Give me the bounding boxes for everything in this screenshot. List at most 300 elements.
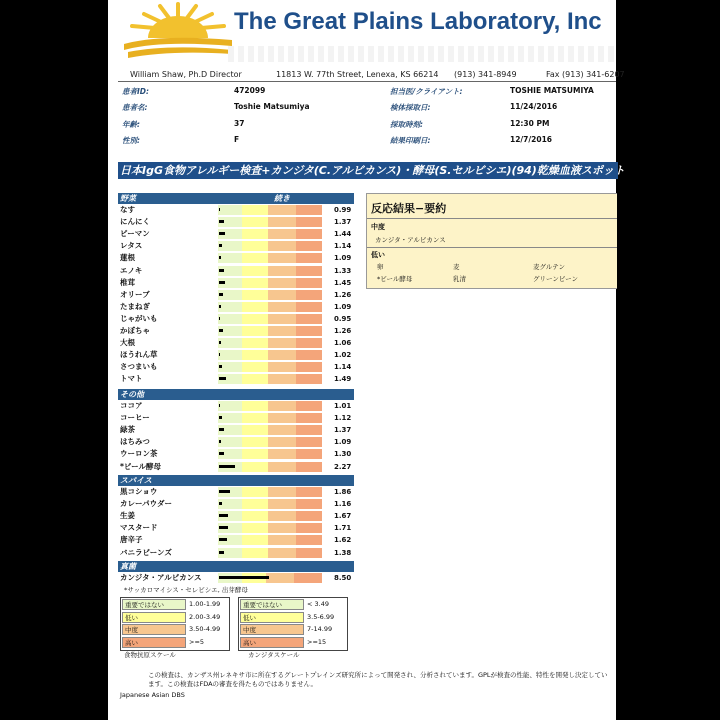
reaction-value: 1.09 [334, 302, 352, 311]
food-name: さつまいも [120, 362, 158, 372]
scale-band [242, 326, 268, 336]
scale-band [242, 217, 268, 227]
reaction-summary [366, 193, 617, 289]
collected-date-value: 11/24/2016 [510, 102, 558, 111]
low-item: 麦グルテン [533, 263, 565, 271]
scale-band [268, 350, 296, 360]
patient-id-value: 472099 [234, 86, 266, 95]
food-name: バニラビーンズ [120, 547, 172, 557]
reaction-value: 0.95 [334, 314, 352, 323]
reaction-scale [218, 217, 322, 227]
reaction-value: 1.67 [334, 512, 352, 521]
result-row [118, 486, 354, 498]
scale-band [268, 437, 296, 447]
doctor-label: 担当医/クライアント: [390, 87, 463, 96]
low-item: グリーンビーン [533, 275, 578, 283]
reaction-bar [219, 329, 223, 332]
low-item: *ビール酵母 [377, 275, 413, 283]
scale-band [268, 217, 296, 227]
food-name: 黒コショウ [120, 487, 158, 496]
section-subtitle: 続き [274, 194, 290, 203]
result-row [118, 572, 354, 584]
reaction-bar [219, 341, 221, 344]
food-name: *ビール酵母 [120, 461, 161, 471]
result-row [118, 522, 354, 534]
scale-band [296, 401, 322, 411]
reaction-bar [219, 452, 224, 455]
reaction-bar [219, 317, 220, 320]
section-title: その他 [120, 390, 144, 399]
reaction-scale [218, 374, 322, 384]
lab-name: The Great Plains Laboratory, Inc [234, 8, 602, 35]
reaction-bar [219, 440, 221, 443]
food-name: マスタード [120, 523, 158, 533]
section-header [118, 475, 354, 486]
scale-band [268, 511, 296, 521]
scale-band [296, 425, 322, 435]
legend-range: 1.00-1.99 [189, 600, 221, 608]
result-row [118, 349, 354, 361]
food-name: なす [120, 205, 135, 214]
scale-band [242, 290, 268, 300]
scale-band [242, 266, 268, 276]
scale-band [242, 302, 268, 312]
reaction-bar [219, 353, 220, 356]
legend-level: 低い [240, 612, 304, 623]
scale-band [296, 362, 322, 372]
scale-band [242, 499, 268, 509]
scale-band [268, 241, 296, 251]
scale-band [296, 449, 322, 459]
result-row [118, 436, 354, 448]
section-header [118, 561, 354, 572]
age-value: 37 [234, 119, 245, 128]
reaction-value: 1.44 [334, 230, 352, 239]
reaction-scale [218, 229, 322, 239]
scale-band [268, 462, 296, 472]
scale-band [242, 437, 268, 447]
reaction-value: 1.26 [334, 290, 352, 299]
scale-band [242, 413, 268, 423]
reaction-bar [219, 305, 221, 308]
food-name: カレーパウダー [120, 499, 173, 509]
report-title: 日本IgG食物アレルギー検査+カンジタ(C.アルビカンス)・酵母(S.セルビシエ)(94)乾燥血液スポット [120, 164, 625, 177]
reaction-scale [218, 487, 322, 497]
reaction-value: 8.50 [334, 574, 352, 582]
reaction-value: 1.33 [334, 266, 352, 275]
low-item: 卵 [377, 263, 384, 271]
reaction-bar [219, 232, 225, 235]
reaction-scale [218, 499, 322, 509]
result-row [118, 313, 354, 325]
scale-band [268, 548, 296, 558]
result-row [118, 204, 354, 216]
scale-band [218, 350, 242, 360]
food-name: ココア [120, 401, 143, 410]
legend-range: >=15 [307, 637, 327, 646]
director: William Shaw, Ph.D Director [130, 70, 242, 79]
legend-range: 7-14.99 [307, 625, 333, 633]
food-name: レタス [120, 241, 143, 251]
reaction-scale [218, 401, 322, 411]
reaction-value: 1.26 [334, 327, 352, 335]
food-name: ウーロン茶 [120, 449, 158, 459]
result-row [118, 240, 354, 252]
scale-band [266, 573, 294, 583]
section-header [118, 193, 354, 204]
reaction-value: 1.14 [334, 363, 352, 372]
moderate-item: カンジタ・アルビカンス [375, 236, 446, 244]
scale-band [268, 487, 296, 497]
result-row [118, 547, 354, 559]
scale-band [268, 374, 296, 384]
scale-band [268, 401, 296, 411]
sun-logo-icon [120, 0, 236, 60]
scale-band [268, 523, 296, 533]
reaction-scale [218, 413, 322, 423]
scale-band [242, 523, 268, 533]
reaction-scale [218, 266, 322, 276]
sex-label: 性別: [122, 136, 140, 145]
reaction-bar [219, 526, 228, 529]
legend-range: >=5 [189, 637, 205, 646]
scale-band [242, 511, 268, 521]
reaction-bar [219, 377, 226, 380]
scale-band [268, 449, 296, 459]
reaction-value: 1.30 [334, 450, 352, 459]
scale-band [296, 462, 322, 472]
scale-band [218, 437, 242, 447]
section-title: 野菜 [120, 194, 136, 203]
reaction-scale [218, 437, 322, 447]
reaction-scale [218, 205, 322, 215]
section-title: スパイス [120, 476, 152, 485]
scale-band [242, 205, 268, 215]
patient-id-label: 患者ID: [122, 87, 150, 96]
reaction-scale [218, 314, 322, 324]
scale-band [242, 253, 268, 263]
scale-band [268, 302, 296, 312]
scale-band [294, 573, 322, 583]
reaction-value: 1.37 [334, 426, 352, 435]
scale-band [268, 205, 296, 215]
section-header [118, 389, 354, 400]
scale-band [242, 350, 268, 360]
reaction-scale [218, 302, 322, 312]
patient-name-value: Toshie Matsumiya [234, 102, 310, 111]
scale-band [242, 462, 268, 472]
scale-band [268, 362, 296, 372]
reaction-bar [219, 576, 269, 579]
patient-name-label: 患者名: [122, 103, 148, 112]
reaction-value: 1.14 [334, 242, 352, 251]
scale-band [242, 487, 268, 497]
scale-band [296, 266, 322, 276]
reaction-bar [219, 416, 222, 419]
result-row [118, 337, 354, 349]
food-name: 生姜 [120, 511, 135, 521]
sex-value: F [234, 135, 240, 144]
low-item: 乳清 [453, 275, 466, 283]
food-name: 緑茶 [120, 425, 135, 435]
scale-band [296, 314, 322, 324]
scale-band [218, 401, 242, 411]
reaction-scale [218, 425, 322, 435]
legend-range: 3.50-4.99 [189, 625, 221, 633]
food-name: 大根 [120, 338, 135, 348]
reaction-bar [219, 538, 227, 541]
reaction-bar [219, 256, 221, 259]
reaction-value: 1.16 [334, 500, 352, 509]
food-name: トマト [120, 374, 143, 384]
scale-band [296, 511, 322, 521]
scale-band [218, 205, 242, 215]
reaction-scale [218, 548, 322, 558]
scale-band [296, 350, 322, 360]
result-row [118, 448, 354, 460]
yeast-footnote: *サッカロマイシス・セレビシエ, 出芽酵母 [124, 586, 248, 594]
reaction-value: 1.09 [334, 438, 352, 447]
reaction-scale [218, 362, 322, 372]
legend-level: 重要ではない [240, 599, 304, 610]
collected-date-label: 検体採取日: [390, 103, 431, 112]
reaction-bar [219, 269, 224, 272]
result-row [118, 216, 354, 228]
legend-level: 中度 [122, 624, 186, 635]
scale-band [242, 374, 268, 384]
result-row [118, 252, 354, 264]
food-name: 蓮根 [120, 253, 135, 263]
legend-level: 高い [240, 637, 304, 648]
scale-band [242, 425, 268, 435]
result-row [118, 534, 354, 546]
reaction-value: 1.01 [334, 402, 352, 410]
scale-band [296, 290, 322, 300]
scale-band [268, 326, 296, 336]
food-antigen-scale-legend [120, 597, 230, 651]
reaction-bar [219, 514, 228, 517]
food-name: にんにく [120, 217, 150, 227]
reaction-bar [219, 551, 224, 554]
scale-band [242, 338, 268, 348]
reaction-bar [219, 244, 222, 247]
collection-time-label: 採取時刻: [390, 120, 423, 129]
scale-band [296, 338, 322, 348]
reaction-value: 0.99 [334, 206, 352, 214]
scale-band [268, 314, 296, 324]
reaction-scale [218, 523, 322, 533]
result-row [118, 361, 354, 373]
summary-title: 反応結果−要約 [371, 202, 447, 215]
reaction-bar [219, 404, 220, 407]
legend-level: 重要ではない [122, 599, 186, 610]
disclaimer-line-1: この検査は、カンザス州レネキサ市に所在するグレートプレインズ研究所によって開発され、分析されています。GPLが検査の性能、特性を開発し決定してい [148, 671, 608, 679]
scale-band [218, 302, 242, 312]
legend-range: 2.00-3.49 [189, 612, 221, 621]
scale-band [242, 449, 268, 459]
reaction-bar [219, 365, 222, 368]
food-name: かぼちゃ [120, 326, 150, 335]
legend-range: 3.5-6.99 [307, 612, 335, 621]
result-row [118, 277, 354, 289]
reaction-value: 1.49 [334, 375, 352, 384]
printed-date-label: 結果印刷日: [390, 136, 431, 145]
summary-divider [367, 218, 617, 219]
reaction-bar [219, 502, 222, 505]
reaction-value: 1.38 [334, 548, 352, 557]
scale-band [296, 302, 322, 312]
reaction-bar [219, 465, 235, 468]
address: 11813 W. 77th Street, Lenexa, KS 66214 [276, 70, 439, 79]
reaction-bar [219, 208, 220, 211]
reaction-bar [219, 293, 223, 296]
food-name: カンジタ・アルビカンス [120, 573, 202, 582]
candida-scale-caption: カンジタスケール [248, 651, 300, 659]
reaction-scale [218, 278, 322, 288]
reaction-value: 1.12 [334, 414, 352, 423]
low-label: 低い [371, 251, 385, 259]
reaction-bar [219, 428, 224, 431]
result-row [118, 400, 354, 412]
reaction-bar [219, 281, 225, 284]
scale-band [268, 229, 296, 239]
report-page [108, 0, 625, 720]
scale-band [296, 437, 322, 447]
scale-band [296, 326, 322, 336]
reaction-scale [218, 511, 322, 521]
scale-band [296, 548, 322, 558]
reaction-scale [218, 449, 322, 459]
reaction-value: 1.02 [334, 351, 352, 360]
scale-band [218, 314, 242, 324]
food-name: コーヒー [120, 413, 150, 423]
scale-band [296, 229, 322, 239]
food-name: じゃがいも [120, 313, 158, 323]
scale-band [242, 278, 268, 288]
scale-band [242, 535, 268, 545]
scale-band [268, 535, 296, 545]
food-name: エノキ [120, 265, 143, 275]
summary-divider [367, 247, 617, 248]
reaction-value: 1.09 [334, 254, 352, 263]
legend-level: 低い [122, 612, 186, 623]
scale-band [296, 205, 322, 215]
scale-band [296, 374, 322, 384]
reaction-value: 2.27 [334, 462, 352, 471]
food-name: 唐辛子 [120, 535, 143, 545]
doctor-value: TOSHIE MATSUMIYA [510, 86, 594, 95]
reaction-scale [218, 290, 322, 300]
legend-level: 中度 [240, 624, 304, 635]
header-divider [118, 81, 616, 82]
moderate-label: 中度 [371, 223, 385, 231]
legend-level: 高い [122, 637, 186, 648]
scale-band [268, 425, 296, 435]
result-row [118, 510, 354, 522]
scale-band [296, 523, 322, 533]
low-item: 麦 [453, 263, 460, 271]
fax: Fax (913) 341-6207 [546, 70, 625, 79]
food-name: 椎茸 [120, 277, 135, 287]
scale-band [242, 229, 268, 239]
reaction-value: 1.86 [334, 488, 352, 496]
scale-band [268, 413, 296, 423]
scale-band [296, 413, 322, 423]
result-row [118, 301, 354, 313]
reaction-value: 1.06 [334, 339, 352, 348]
age-label: 年齢: [122, 120, 140, 129]
scale-band [242, 314, 268, 324]
logo-shadow-band [228, 46, 616, 62]
scale-band [268, 338, 296, 348]
reaction-scale [218, 253, 322, 263]
reaction-value: 1.62 [334, 536, 352, 545]
food-name: オリーブ [120, 289, 150, 299]
scale-band [218, 413, 242, 423]
scale-band [296, 535, 322, 545]
result-row [118, 228, 354, 240]
reaction-scale [218, 535, 322, 545]
scale-band [268, 278, 296, 288]
scale-band [268, 253, 296, 263]
scale-band [268, 499, 296, 509]
result-row [118, 424, 354, 436]
result-row [118, 412, 354, 424]
food-name: ピーマン [120, 229, 150, 239]
reaction-bar [219, 220, 224, 223]
scale-band [242, 362, 268, 372]
result-row [118, 289, 354, 301]
legend-range: < 3.49 [307, 600, 329, 608]
scale-band [296, 487, 322, 497]
reaction-value: 1.45 [334, 278, 352, 287]
scale-band [296, 253, 322, 263]
reaction-value: 1.37 [334, 218, 352, 227]
scale-band [296, 278, 322, 288]
section-title: 真菌 [120, 562, 136, 571]
reaction-scale [218, 326, 322, 336]
phone: (913) 341-8949 [454, 70, 517, 79]
disclaimer-line-2: ます。この検査はFDAの審査を得たものではありません。 [148, 680, 317, 688]
result-row [118, 265, 354, 277]
scale-band [242, 548, 268, 558]
reaction-bar [219, 490, 230, 493]
scale-band [242, 401, 268, 411]
reaction-scale [218, 241, 322, 251]
result-row [118, 373, 354, 385]
scale-band [296, 499, 322, 509]
reaction-scale [218, 350, 322, 360]
candida-scale-legend [238, 597, 348, 651]
food-name: ほうれん草 [120, 350, 158, 360]
reaction-value: 1.71 [334, 524, 352, 533]
scale-band [242, 241, 268, 251]
result-row [118, 461, 354, 473]
collection-time-value: 12:30 PM [510, 119, 550, 128]
printed-date-value: 12/7/2016 [510, 135, 553, 144]
scale-band [218, 338, 242, 348]
scale-band [296, 217, 322, 227]
result-row [118, 498, 354, 510]
scale-band [268, 266, 296, 276]
food-name: はちみつ [120, 437, 150, 447]
result-row [118, 325, 354, 337]
food-name: たまねぎ [120, 301, 150, 311]
scale-band [268, 290, 296, 300]
document-code: Japanese Asian DBS [120, 691, 185, 699]
reaction-scale [218, 338, 322, 348]
scale-band [296, 241, 322, 251]
